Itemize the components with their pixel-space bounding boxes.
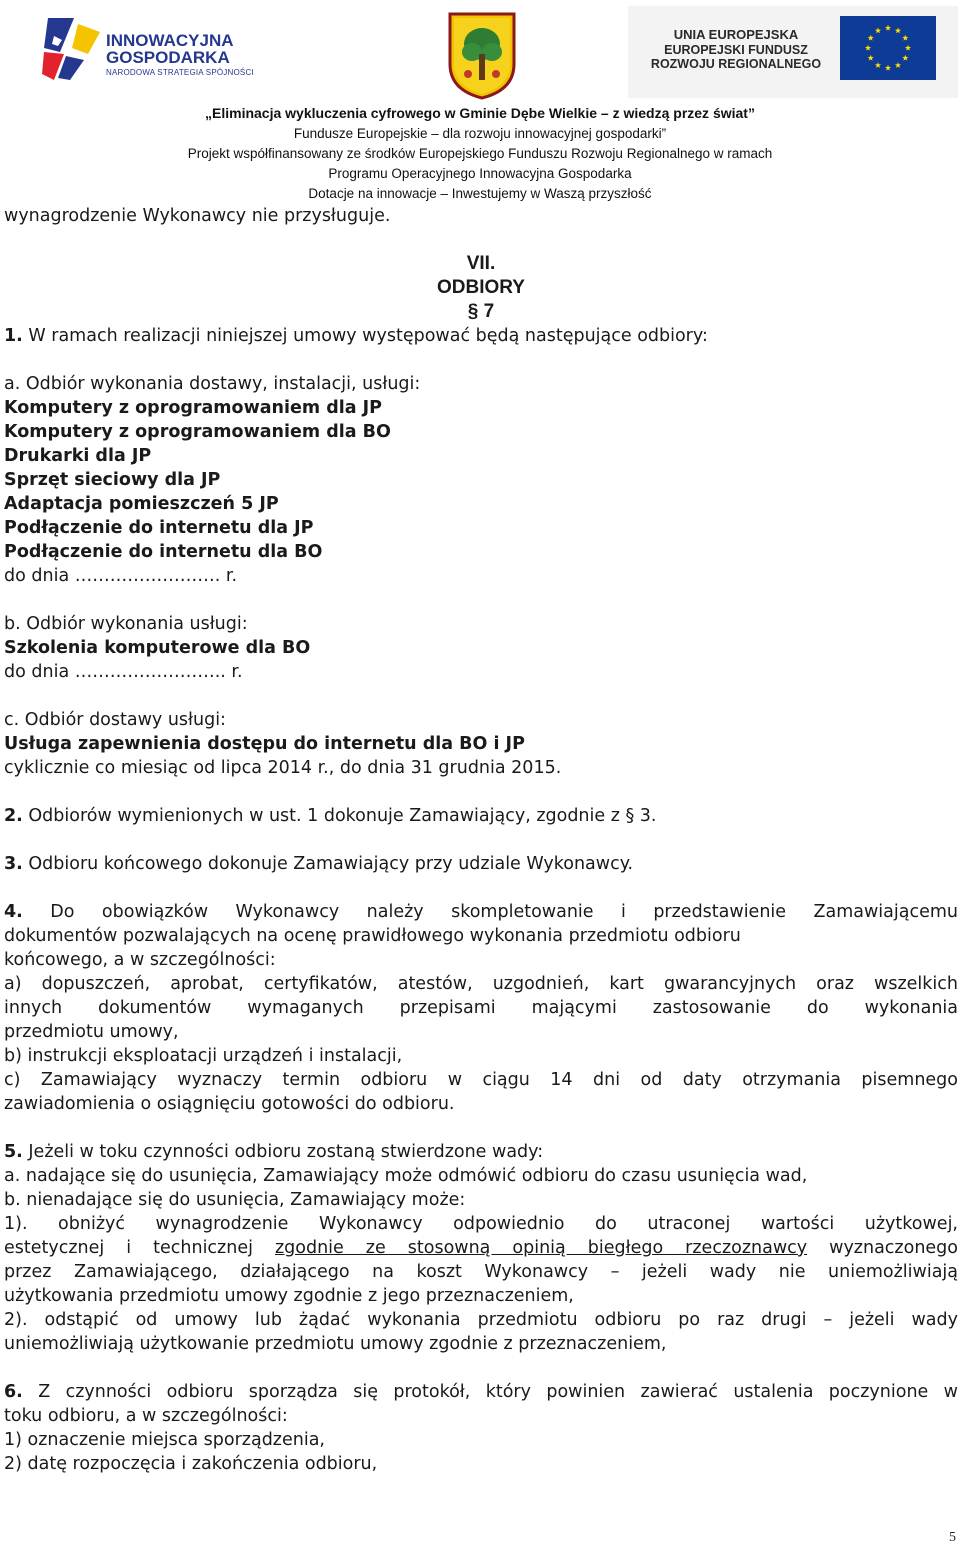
- eu-line-2: EUROPEJSKI FUNDUSZ: [664, 42, 808, 57]
- point-4-line-3: końcowego, a w szczególności:: [4, 950, 276, 970]
- point-1-num: 1.: [4, 326, 23, 346]
- document-body: [4, 204, 958, 1476]
- item-a-lead: a. Odbiór wykonania dostawy, instalacji, usługi:: [4, 374, 421, 394]
- item-a-6: Podłączenie do internetu dla JP: [4, 518, 314, 538]
- item-a-4: Sprzęt sieciowy dla JP: [4, 470, 221, 490]
- intro-line: wynagrodzenie Wykonawcy nie przysługuje.: [4, 206, 391, 226]
- point-4-a-line-1: a) dopuszczeń, aprobat, certyfikatów, atestów, uzgodnień, kart gwarancyjnych oraz wszelkich: [4, 974, 958, 994]
- eu-flag-icon: [840, 16, 936, 80]
- point-3-num: 3.: [4, 854, 23, 874]
- point-5-a: a. nadające się do usunięcia, Zamawiający może odmówić odbioru do czasu usunięcia wad,: [4, 1166, 808, 1186]
- eu-line-3: ROZWOJU REGIONALNEGO: [650, 57, 822, 72]
- point-5: [4, 1140, 958, 1164]
- point-4-a-line-2: innych dokumentów wymaganych przepisami mającymi zastosowanie do wykonania: [4, 998, 958, 1018]
- item-a-2: Komputery z oprogramowaniem dla BO: [4, 422, 391, 442]
- eu-line-1: UNIA EUROPEJSKA: [673, 27, 799, 42]
- point-4-c-line-1: c) Zamawiający wyznaczy termin odbioru w ciągu 14 dni od daty otrzymania pisemnego: [4, 1070, 958, 1090]
- point-4-line-2: dokumentów pozwalających na ocenę prawidłowego wykonania przedmiotu odbioru: [4, 926, 741, 946]
- point-5-text: Jeżeli w toku czynności odbioru zostaną stwierdzone wady:: [22, 1142, 544, 1162]
- project-header-lines: [0, 102, 960, 204]
- item-c-lead: c. Odbiór dostawy usługi:: [4, 710, 226, 730]
- item-b-date: do dnia …………………….. r.: [4, 662, 243, 682]
- project-line-4: Programu Operacyjnego Innowacyjna Gospodarka: [328, 166, 632, 181]
- item-c-date: cyklicznie co miesiąc od lipca 2014 r., do dnia 31 grudnia 2015.: [4, 758, 562, 778]
- item-a-7: Podłączenie do internetu dla BO: [4, 542, 323, 562]
- point-2-text: Odbiorów wymienionych w ust. 1 dokonuje Zamawiający, zgodnie z § 3.: [22, 806, 657, 826]
- point-3-text: Odbioru końcowego dokonuje Zamawiający przy udziale Wykonawcy.: [22, 854, 634, 874]
- project-line-5: Dotacje na innowacje – Inwestujemy w Waszą przyszłość: [308, 186, 652, 201]
- point-5-1-line-4: użytkowania przedmiotu umowy zgodnie z jego przeznaczeniem,: [4, 1286, 574, 1306]
- point-2-num: 2.: [4, 806, 23, 826]
- project-title: „Eliminacja wykluczenia cyfrowego w Gminie Dębe Wielkie – z wiedzą przez świat”: [205, 105, 755, 121]
- project-line-2: Fundusze Europejskie – dla rozwoju innowacyjnej gospodarki”: [293, 126, 667, 141]
- point-6-item-1: 1) oznaczenie miejsca sporządzenia,: [4, 1430, 325, 1450]
- point-6-line-1: [4, 1380, 958, 1404]
- point-5-1-underlined: zgodnie ze stosowną opinią biegłego rzeczoznawcy: [274, 1238, 808, 1258]
- point-4-num: 4.: [4, 902, 23, 922]
- item-a-date: do dnia ……………………. r.: [4, 566, 238, 586]
- page-number: 5: [949, 1530, 956, 1545]
- point-6-text-1: Z czynności odbioru sporządza się protokół, który powinien zawierać ustalenia poczynione w: [22, 1382, 958, 1402]
- point-5-1-line-2: [4, 1236, 958, 1260]
- point-5-num: 5.: [4, 1142, 23, 1162]
- point-5-2-line-1: 2). odstąpić od umowy lub żądać wykonania przedmiotu odbioru po raz drugi – jeżeli wady: [4, 1310, 958, 1330]
- point-4-c-line-2: zawiadomienia o osiągnięciu gotowości do odbioru.: [4, 1094, 455, 1114]
- point-3: [4, 852, 958, 876]
- section-title: ODBIORY: [437, 277, 525, 298]
- point-5-1-post: wyznaczonego: [807, 1238, 958, 1258]
- coat-of-arms-icon: [448, 12, 516, 100]
- point-5-2-line-2: uniemożliwiają użytkowanie przedmiotu umowy zgodnie z przeznaczeniem,: [4, 1334, 667, 1354]
- item-b-lead: b. Odbiór wykonania usługi:: [4, 614, 248, 634]
- paragraph-sign: § 7: [467, 301, 495, 322]
- point-5-1-pre: estetycznej i technicznej: [4, 1238, 275, 1258]
- point-4-line-1: [4, 900, 958, 924]
- point-4-text-1: Do obowiązków Wykonawcy należy skompletowanie i przedstawienie Zamawiającemu: [22, 902, 958, 922]
- point-4-b: b) instrukcji eksploatacji urządzeń i instalacji,: [4, 1046, 403, 1066]
- section-number: VII.: [466, 253, 496, 274]
- logo-line-3: NARODOWA STRATEGIA SPÓJNOŚCI: [106, 68, 254, 77]
- point-6-line-2: toku odbioru, a w szczególności:: [4, 1406, 288, 1426]
- item-a-5: Adaptacja pomieszczeń 5 JP: [4, 494, 279, 514]
- logo-line-2: GOSPODARKA: [106, 48, 230, 67]
- project-line-3: Projekt współfinansowany ze środków Europejskiego Funduszu Rozwoju Regionalnego w ramach: [187, 146, 773, 161]
- point-4-a-line-3: przedmiotu umowy,: [4, 1022, 179, 1042]
- point-5-b: b. nienadające się do usunięcia, Zamawiający może:: [4, 1190, 466, 1210]
- innowacyjna-gospodarka-logo: [40, 14, 280, 84]
- item-b-1: Szkolenia komputerowe dla BO: [4, 638, 311, 658]
- point-5-1-line-1: 1). obniżyć wynagrodzenie Wykonawcy odpowiednio do utraconej wartości użytkowej,: [4, 1214, 958, 1234]
- point-6-num: 6.: [4, 1382, 23, 1402]
- item-a-3: Drukarki dla JP: [4, 446, 152, 466]
- page-header: [0, 0, 960, 205]
- logo-line-1: INNOWACYJNA: [106, 31, 234, 50]
- point-5-1-line-3: przez Zamawiającego, działającego na koszt Wykonawcy – jeżeli wady nie uniemożliwiają: [4, 1262, 958, 1282]
- point-2: [4, 804, 958, 828]
- point-1: [4, 324, 958, 348]
- point-6-item-2: 2) datę rozpoczęcia i zakończenia odbioru,: [4, 1454, 378, 1474]
- ig-logo-mark-icon: [40, 14, 102, 84]
- item-c-1: Usługa zapewnienia dostępu do internetu dla BO i JP: [4, 734, 525, 754]
- item-a-1: Komputery z oprogramowaniem dla JP: [4, 398, 382, 418]
- eu-logo-box: [628, 6, 958, 98]
- point-1-text: W ramach realizacji niniejszej umowy występować będą następujące odbiory:: [22, 326, 708, 346]
